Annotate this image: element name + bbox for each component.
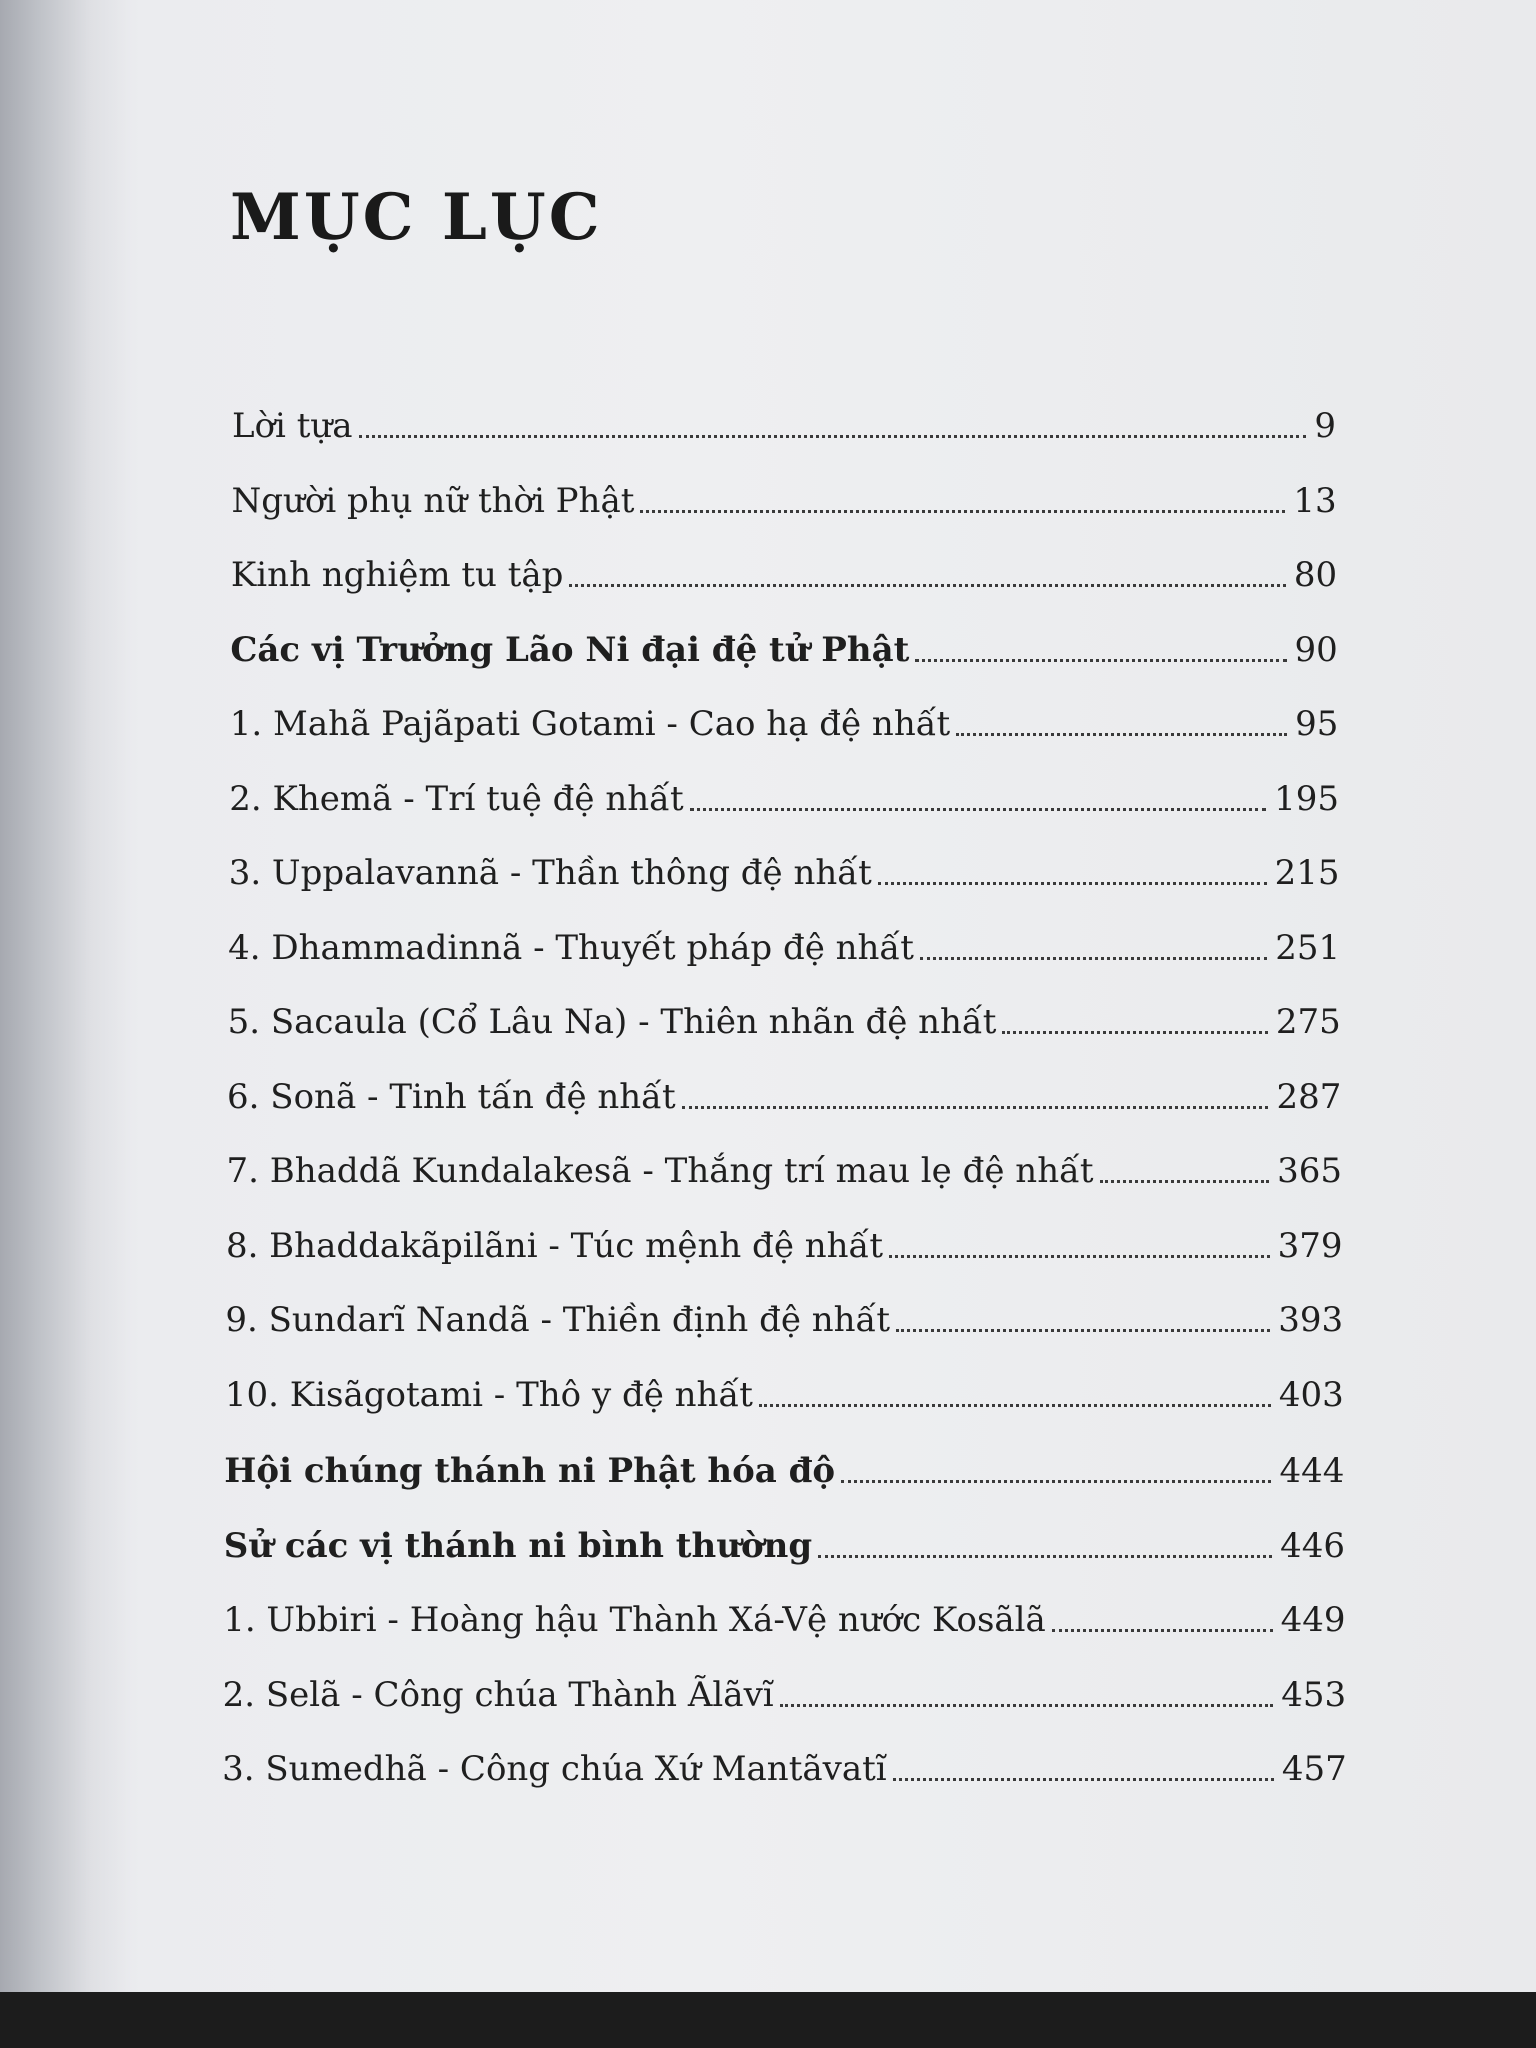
toc-entry	[223, 1657, 1347, 1717]
toc-entry-page: 444	[1279, 1451, 1345, 1491]
toc-entry-page: 379	[1277, 1225, 1343, 1266]
toc-entry-page: 287	[1276, 1076, 1342, 1117]
toc-entry-page: 13	[1293, 480, 1337, 521]
toc-entry-label: 6. Sonã - Tinh tấn đệ nhất	[227, 1076, 676, 1117]
toc-entry-label: 3. Uppalavannã - Thần thông đệ nhất	[228, 853, 872, 893]
dot-leader	[878, 882, 1267, 885]
toc-section-entry	[224, 1433, 1344, 1493]
toc-entry-page: 403	[1278, 1374, 1344, 1415]
toc-entry-label: Hội chúng thánh ni Phật hóa độ	[224, 1451, 836, 1491]
dot-leader	[889, 1255, 1270, 1258]
toc-entry	[231, 537, 1337, 597]
toc-section-entry	[230, 612, 1337, 672]
toc-entry-page: 275	[1275, 1002, 1341, 1042]
toc-entry-label: Sử các vị thánh ni bình thường	[223, 1525, 813, 1566]
toc-entry-page: 80	[1293, 555, 1338, 595]
dot-leader	[640, 510, 1285, 513]
dot-leader	[956, 733, 1287, 736]
toc-entry	[223, 1582, 1345, 1642]
toc-entry-page: 90	[1294, 629, 1338, 670]
toc-entry-page: 393	[1278, 1300, 1344, 1340]
toc-entry-label: 7. Bhaddã Kundalakesã - Thắng trí mau lẹ đệ nhất	[226, 1151, 1094, 1191]
toc-entry-label: 9. Sundarĩ Nandã - Thiền định đệ nhất	[225, 1300, 891, 1340]
page-title: MỤC LỤC	[230, 180, 603, 255]
dot-leader	[841, 1480, 1271, 1483]
toc-entry-page: 215	[1274, 853, 1340, 893]
toc-entry-page: 195	[1274, 778, 1339, 819]
dot-leader	[1002, 1031, 1267, 1034]
dot-leader	[893, 1778, 1274, 1781]
toc-entry	[227, 1059, 1341, 1119]
dot-leader	[690, 808, 1266, 811]
toc-entry	[225, 1357, 1344, 1417]
toc-section-entry	[224, 1508, 1345, 1568]
toc-entry-label: Lời tựa	[232, 406, 353, 446]
toc-entry-label: 2. Selã - Công chúa Thành Ãlãvĩ	[222, 1674, 774, 1715]
toc-entry-label: 3. Sumedhã - Công chúa Xứ Mantãvatĩ	[222, 1749, 887, 1789]
toc-entry	[226, 1208, 1343, 1268]
dot-leader	[1100, 1180, 1269, 1183]
toc-entry-label: 8. Bhaddakãpilãni - Túc mệnh đệ nhất	[225, 1225, 884, 1266]
toc-entry	[225, 1282, 1343, 1342]
toc-entry-label: Các vị Trưởng Lão Ni đại đệ tử Phật	[230, 629, 910, 670]
toc-entry	[230, 686, 1339, 746]
dot-leader	[682, 1106, 1269, 1109]
toc-entry	[232, 388, 1336, 448]
dot-leader	[920, 957, 1267, 960]
dot-leader	[359, 435, 1307, 438]
toc-entry-page: 95	[1295, 704, 1339, 744]
toc-entry-page: 449	[1280, 1600, 1346, 1640]
dot-leader	[818, 1555, 1272, 1558]
toc-entry	[228, 984, 1341, 1044]
dot-leader	[569, 584, 1285, 587]
toc-entry-page: 251	[1275, 927, 1341, 968]
toc-entry	[231, 463, 1336, 523]
toc-entry-label: 10. Kisãgotami - Thô y đệ nhất	[224, 1374, 753, 1415]
toc-entry	[228, 910, 1340, 970]
toc-entry-page: 457	[1281, 1749, 1347, 1789]
dot-leader	[780, 1704, 1274, 1707]
toc-entry-page: 446	[1280, 1525, 1345, 1566]
toc-entry-page: 453	[1281, 1674, 1347, 1715]
toc-entry-label: Người phụ nữ thời Phật	[231, 480, 635, 521]
toc-entry-label: 2. Khemã - Trí tuệ đệ nhất	[229, 778, 684, 819]
toc-entry-label: 1. Ubbiri - Hoàng hậu Thành Xá-Vệ nước Kosãlã	[223, 1600, 1046, 1640]
dot-leader	[1052, 1629, 1273, 1632]
toc-entry-label: 5. Sacaula (Cổ Lâu Na) - Thiên nhãn đệ nhất	[227, 1002, 997, 1042]
dot-leader	[915, 659, 1286, 662]
toc-entry	[229, 761, 1339, 821]
dot-leader	[896, 1329, 1270, 1332]
toc-entry-label: 4. Dhammadinnã - Thuyết pháp đệ nhất	[228, 927, 914, 968]
toc-entry	[229, 835, 1340, 895]
toc-entry	[222, 1731, 1347, 1791]
toc-entry-page: 365	[1277, 1151, 1342, 1191]
toc-entry-page: 9	[1314, 406, 1336, 446]
toc-entry-label: 1. Mahã Pajãpati Gotami - Cao hạ đệ nhất	[229, 704, 951, 744]
toc-entry-label: Kinh nghiệm tu tập	[230, 555, 564, 595]
dot-leader	[759, 1404, 1271, 1407]
toc-entry	[227, 1133, 1343, 1193]
